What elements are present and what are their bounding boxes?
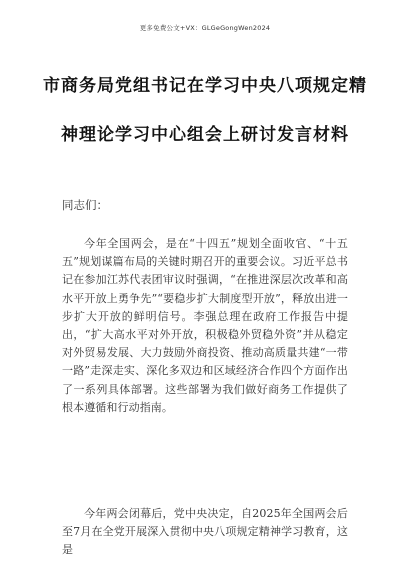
document-title-line-2: 神理论学习中心组会上研讨发言材料 [61, 125, 349, 145]
document-title-line-1: 市商务局党组书记在学习中央八项规定精 [43, 76, 367, 96]
salutation: 同志们： [62, 198, 108, 212]
body-paragraph: 今年全国两会，是在“十四五”规划全面收官、“十五五”规划谋篇布局的关键时期召开的重要会议。习近平总书记在参加江苏代表团审议时强调，“在推进深层次改革和高水平开放上勇争先”“要稳步扩大制度型开放”，释放出进一步扩大开放的鲜明信号。李强总理在政府工作报告中提出，“扩大高水平对外开放，积极稳外贸稳外资”并从稳定对外贸易发展、大力鼓励外商投资、推动高质量共建“一带一路”走深走实、深化多双边和区域经济合作四个方面作出了一系列具体部署。这些部署为我们做好商务工作提供了根本遵循和行动指南。 [62, 237, 348, 414]
watermark-header: 更多免费公文+VX：GLGeGongWen2024 [139, 24, 271, 32]
body-paragraph: 今年两会闭幕后，党中央决定，自2025年全国两会后至7月在全党开展深入贯彻中央八项规定精神学习教育，这是 [62, 507, 348, 557]
